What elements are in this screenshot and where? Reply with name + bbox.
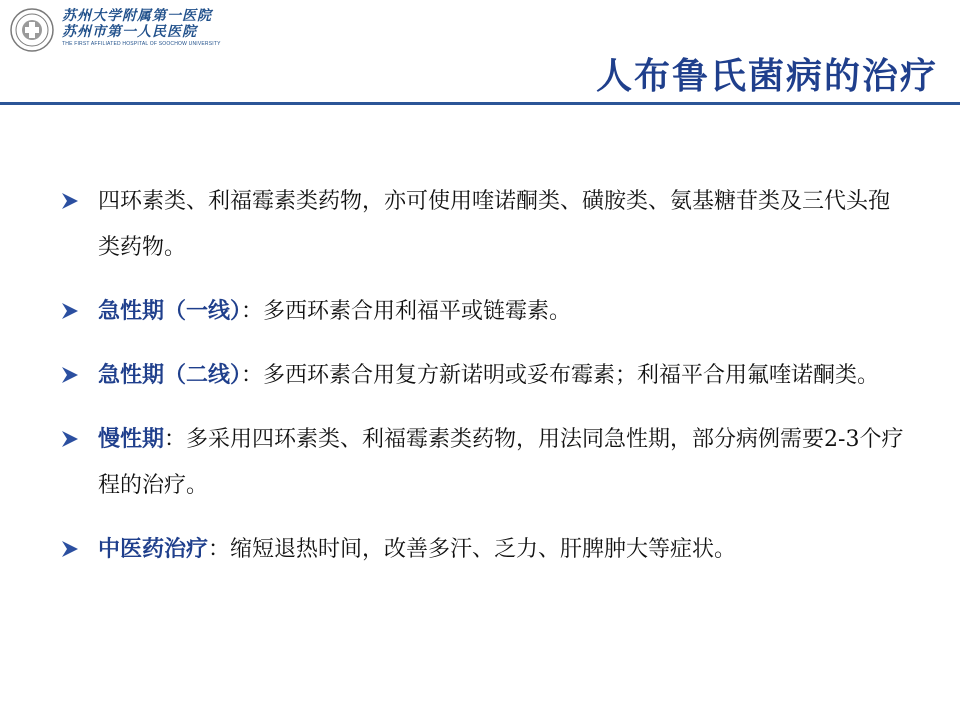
slide-title: 人布鲁氏菌病的治疗 — [595, 55, 938, 97]
arrow-marker-icon — [60, 539, 80, 559]
bullet-separator: ： — [208, 537, 231, 562]
bullet-item-3 — [58, 352, 908, 399]
title-divider — [0, 102, 960, 105]
bullet-item-5 — [58, 526, 908, 573]
bullet-text: 多采用四环素类、利福霉素类药物，用法同急性期，部分病例需要2-3个疗程的治疗。 — [98, 427, 904, 498]
arrow-marker-icon — [60, 365, 80, 385]
bullet-label: 慢性期 — [98, 426, 165, 452]
bullet-item-2 — [58, 288, 908, 335]
arrow-marker-icon — [60, 301, 80, 321]
hospital-seal-icon — [10, 8, 54, 52]
bullet-list — [58, 178, 908, 590]
bullet-separator: ： — [241, 299, 264, 324]
bullet-label: 急性期（二线） — [98, 362, 242, 388]
bullet-label: 中医药治疗 — [98, 536, 209, 562]
bullet-text: 缩短退热时间，改善多汗、乏力、肝脾肿大等症状。 — [230, 537, 737, 562]
bullet-text: 四环素类、利福霉素类药物，亦可使用喹诺酮类、磺胺类、氨基糖苷类及三代头孢类药物。 — [98, 189, 891, 260]
logo-line-3: THE FIRST AFFILIATED HOSPITAL OF SOOCHOW UNIVERSITY — [62, 41, 221, 47]
logo-line-1: 苏州大学附属第一医院 — [62, 8, 212, 24]
bullet-item-4 — [58, 416, 908, 509]
arrow-marker-icon — [60, 191, 80, 211]
bullet-separator: ： — [241, 363, 264, 388]
bullet-label: 急性期（一线） — [98, 298, 242, 324]
bullet-item-1 — [58, 178, 908, 271]
hospital-logo-text — [62, 8, 262, 52]
bullet-text: 多西环素合用复方新诺明或妥布霉素；利福平合用氟喹诺酮类。 — [263, 363, 880, 388]
bullet-text: 多西环素合用利福平或链霉素。 — [263, 299, 572, 324]
bullet-separator: ： — [164, 427, 187, 452]
arrow-marker-icon — [60, 429, 80, 449]
logo-line-2: 苏州市第一人民医院 — [62, 24, 197, 40]
